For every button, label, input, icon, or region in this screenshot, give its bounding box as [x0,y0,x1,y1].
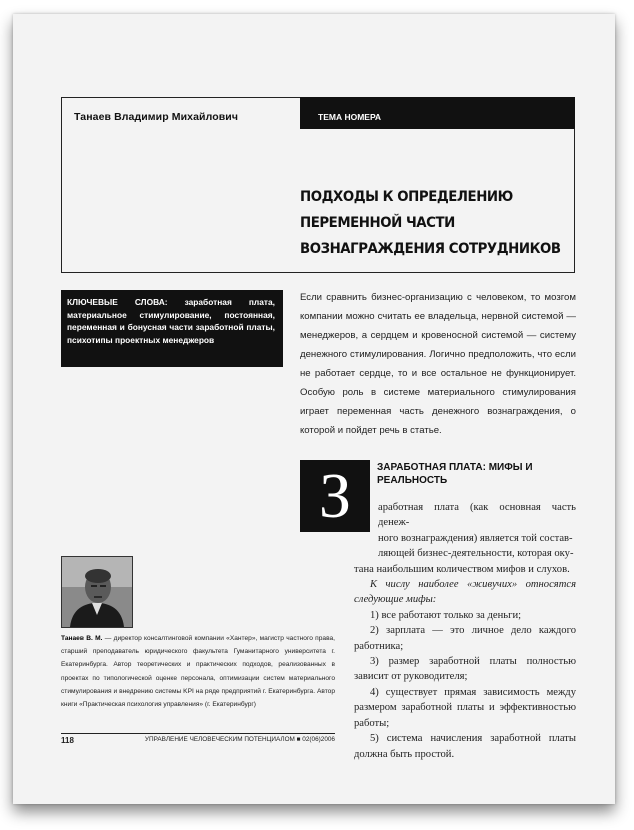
author-photo [61,556,133,628]
section-tag: ТЕМА НОМЕРА [300,97,575,129]
page-footer [61,733,335,745]
title-line: ПЕРЕМЕННОЙ ЧАСТИ [300,215,455,231]
page-number: 118 [61,736,74,745]
article-body [354,500,576,762]
title-line: ПОДХОДЫ К ОПРЕДЕЛЕНИЮ [300,189,513,205]
portrait-image [62,557,132,627]
article-title [300,184,561,262]
myths-intro: К числу наиболее «живучих» относятся следующие мифы: [354,579,576,606]
keywords-box [61,290,283,367]
myth-item: 3) размер заработной платы полностью зависит от руководителя; [354,656,576,683]
lead-paragraph: Если сравнить бизнес-организацию с человеком, то мозгом компании можно считать ее владельца, нервной системой — менеджеров, а сердцем и кровеносной системой — систему денежного стимулирования. Логично предположить, что если не работает сердце, то и все остальное не функционирует. Особую роль в системе материального стимулирования играет переменная часть денежного вознаграждения, о которой и пойдет речь в статье. [300,292,576,436]
myth-item: 5) система начисления заработной платы должна быть простой. [354,733,576,760]
bio-text: — директор консалтинговой компании «Хантер», магистр частного права, старший преподаватель юридического факультета Гуманитарного университета г. Екатеринбурга. Автор теоретических и практических подходов, реализованных в проектах по типологической оценке персонала, оптимизации систем материального стимулирования и внедрению системы KPI на ряде предприятий г. Екатеринбурга. Автор книги «Практическая психология управления» (г. Екатеринбург) [61,635,336,709]
drop-cap: З [300,460,370,532]
myth-item: 2) зарплата — это личное дело каждого работника; [354,625,576,652]
title-line: ВОЗНАГРАЖДЕНИЯ СОТРУДНИКОВ [300,241,561,257]
keywords-text: заработная плата, материальное стимулирование, постоянная, переменная и бонусная части заработной платы, психотипы проектных менеджеров [67,297,275,345]
author-bio [61,632,335,711]
intro-line: ляющей бизнес-деятельности, которая оку- [378,548,574,560]
journal-info: УПРАВЛЕНИЕ ЧЕЛОВЕЧЕСКИМ ПОТЕНЦИАЛОМ ■ 02(06)2006 [144,736,335,743]
myth-item: 4) существует прямая зависимость между размером заработной платы и эффективностью работы; [354,686,576,729]
intro-line: ного вознаграждения) является той состав- [378,532,573,544]
intro-tail: тана наибольшим количеством мифов и слухов. [354,563,570,575]
keywords-label: КЛЮЧЕВЫЕ СЛОВА: [67,297,168,307]
author-name: Танаев Владимир Михайлович [74,111,239,123]
intro-line: аработная плата (как основная часть денеж- [378,502,576,529]
section-title: ЗАРАБОТНАЯ ПЛАТА: МИФЫ И РЕАЛЬНОСТЬ [377,462,533,486]
myth-item: 1) все работают только за деньги; [370,609,522,621]
bio-name: Танаев В. М. [61,635,103,642]
